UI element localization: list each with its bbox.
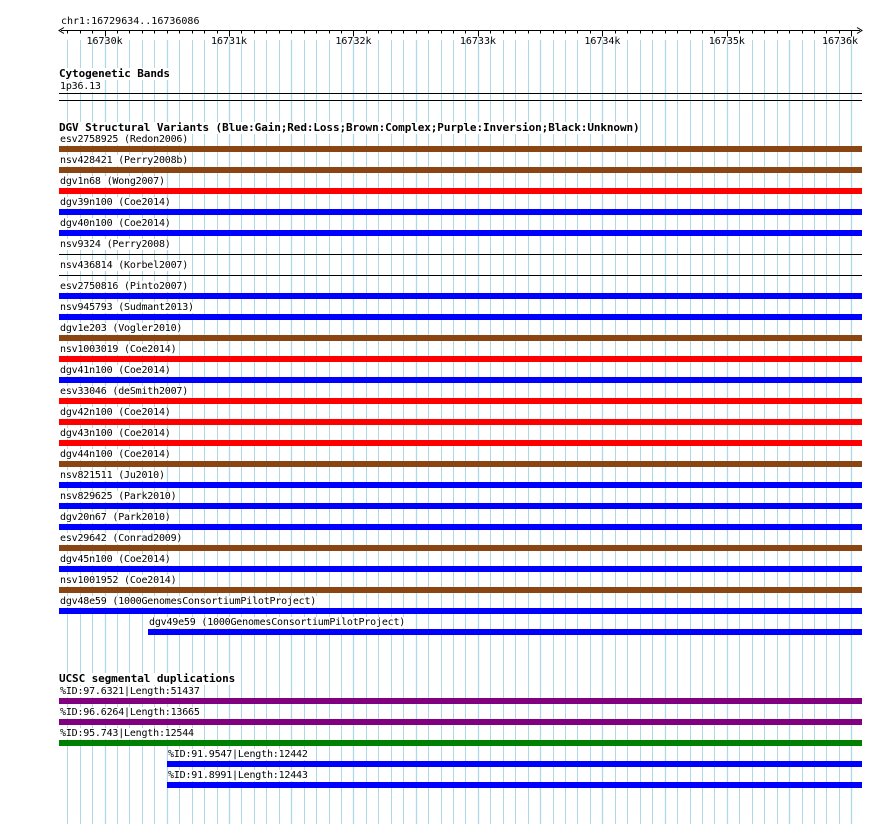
dgv-feature-bar[interactable] <box>148 629 862 635</box>
segdup-track-title[interactable]: UCSC segmental duplications <box>59 672 236 685</box>
dgv-feature-label[interactable]: dgv42n100 (Coe2014) <box>60 407 171 418</box>
ruler-tick-label: 16731k <box>210 36 248 47</box>
ruler-tick-label: 16732k <box>335 36 372 47</box>
dgv-feature-label[interactable]: esv2750816 (Pinto2007) <box>60 281 189 292</box>
dgv-feature-bar[interactable] <box>59 503 862 509</box>
dgv-feature-bar[interactable] <box>59 188 862 194</box>
dgv-feature-bar[interactable] <box>59 608 862 614</box>
dgv-feature-label[interactable]: esv29642 (Conrad2009) <box>60 533 183 544</box>
ruler-tick-label: 16736k <box>821 36 859 47</box>
cytoband-track-title[interactable]: Cytogenetic Bands <box>59 67 170 80</box>
ruler-tick-label: 16730k <box>86 36 123 47</box>
segdup-feature-bar[interactable] <box>167 761 862 767</box>
segdup-feature-label[interactable]: %ID:96.6264|Length:13665 <box>60 707 200 718</box>
dgv-feature-bar[interactable] <box>59 545 862 551</box>
dgv-feature-bar[interactable] <box>59 377 862 383</box>
dgv-feature-label[interactable]: dgv1n68 (Wong2007) <box>60 176 165 187</box>
dgv-feature-label[interactable]: nsv1001952 (Coe2014) <box>60 575 177 586</box>
dgv-feature-label[interactable]: nsv829625 (Park2010) <box>60 491 177 502</box>
dgv-feature-bar[interactable] <box>59 254 862 255</box>
dgv-feature-label[interactable]: dgv48e59 (1000GenomesConsortiumPilotProject) <box>60 596 317 607</box>
dgv-feature-label[interactable]: esv2758925 (Redon2006) <box>60 134 189 145</box>
segdup-feature-label[interactable]: %ID:95.743|Length:12544 <box>60 728 194 739</box>
dgv-feature-label[interactable]: dgv41n100 (Coe2014) <box>60 365 171 376</box>
dgv-feature-bar[interactable] <box>59 209 862 215</box>
dgv-feature-bar[interactable] <box>59 482 862 488</box>
dgv-feature-bar[interactable] <box>59 314 862 320</box>
dgv-feature-bar[interactable] <box>59 167 862 173</box>
dgv-feature-bar[interactable] <box>59 461 862 467</box>
dgv-feature-label[interactable]: dgv44n100 (Coe2014) <box>60 449 171 460</box>
dgv-feature-bar[interactable] <box>59 419 862 425</box>
dgv-feature-bar[interactable] <box>59 587 862 593</box>
dgv-feature-label[interactable]: nsv821511 (Ju2010) <box>60 470 165 481</box>
dgv-feature-label[interactable]: nsv436814 (Korbel2007) <box>60 260 189 271</box>
dgv-feature-bar[interactable] <box>59 440 862 446</box>
dgv-feature-bar[interactable] <box>59 146 862 152</box>
ruler-tick-label: 16734k <box>584 36 621 47</box>
dgv-feature-label[interactable]: dgv40n100 (Coe2014) <box>60 218 171 229</box>
ruler-tick-label: 16735k <box>708 36 745 47</box>
dgv-feature-bar[interactable] <box>59 524 862 530</box>
dgv-feature-label[interactable]: dgv20n67 (Park2010) <box>60 512 171 523</box>
ruler-coordinate-label: chr1:16729634..16736086 <box>61 16 200 27</box>
cytoband-label[interactable]: 1p36.13 <box>60 81 101 92</box>
segdup-feature-label[interactable]: %ID:97.6321|Length:51437 <box>60 686 200 697</box>
dgv-feature-bar[interactable] <box>59 335 862 341</box>
dgv-feature-bar[interactable] <box>59 293 862 299</box>
ruler-tick-label: 16733k <box>459 36 496 47</box>
dgv-feature-label[interactable]: nsv945793 (Sudmant2013) <box>60 302 194 313</box>
dgv-feature-label[interactable]: dgv43n100 (Coe2014) <box>60 428 171 439</box>
dgv-track-title[interactable]: DGV Structural Variants (Blue:Gain;Red:Loss;Brown:Complex;Purple:Inversion;Black:Unknown) <box>59 121 640 134</box>
dgv-feature-label[interactable]: esv33046 (deSmith2007) <box>60 386 189 397</box>
segdup-feature-bar[interactable] <box>167 782 862 788</box>
segdup-feature-label[interactable]: %ID:91.9547|Length:12442 <box>168 749 308 760</box>
dgv-feature-bar[interactable] <box>59 356 862 362</box>
dgv-feature-bar[interactable] <box>59 275 862 276</box>
dgv-feature-label[interactable]: dgv39n100 (Coe2014) <box>60 197 171 208</box>
cytoband-line-top <box>59 93 862 94</box>
dgv-feature-bar[interactable] <box>59 398 862 404</box>
segdup-feature-bar[interactable] <box>59 740 862 746</box>
dgv-feature-bar[interactable] <box>59 566 862 572</box>
segdup-feature-bar[interactable] <box>59 698 862 704</box>
segdup-feature-bar[interactable] <box>59 719 862 725</box>
dgv-feature-label[interactable]: dgv1e203 (Vogler2010) <box>60 323 183 334</box>
segdup-feature-label[interactable]: %ID:91.8991|Length:12443 <box>168 770 308 781</box>
ruler[interactable] <box>0 0 890 60</box>
dgv-feature-label[interactable]: nsv1003019 (Coe2014) <box>60 344 177 355</box>
dgv-feature-bar[interactable] <box>59 230 862 236</box>
cytoband-line-bottom <box>59 100 862 101</box>
dgv-feature-label[interactable]: dgv45n100 (Coe2014) <box>60 554 171 565</box>
dgv-feature-label[interactable]: dgv49e59 (1000GenomesConsortiumPilotProject) <box>149 617 406 628</box>
dgv-feature-label[interactable]: nsv428421 (Perry2008b) <box>60 155 189 166</box>
dgv-feature-label[interactable]: nsv9324 (Perry2008) <box>60 239 171 250</box>
